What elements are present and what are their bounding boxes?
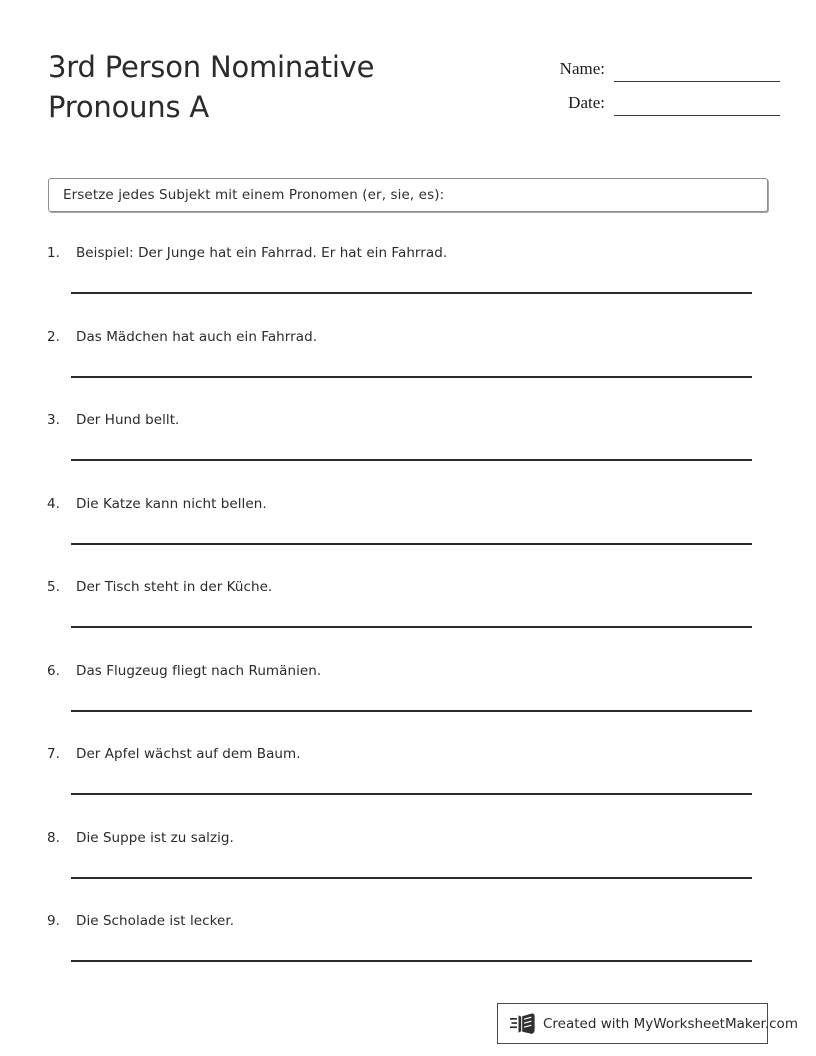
question-number: 2. xyxy=(47,328,60,345)
worksheet-header xyxy=(0,0,816,150)
answer-line[interactable] xyxy=(71,710,752,712)
answer-line[interactable] xyxy=(71,292,752,294)
instruction-text: Ersetze jedes Subjekt mit einem Pronomen (er, sie, es): xyxy=(63,187,445,203)
question-number: 7. xyxy=(47,746,60,762)
answer-line[interactable] xyxy=(71,543,752,545)
question-number: 5. xyxy=(47,579,60,595)
question-text: Das Mädchen hat auch ein Fahrrad. xyxy=(76,328,318,345)
date-label: Date: xyxy=(568,93,605,112)
name-label: Name: xyxy=(559,59,605,78)
answer-line[interactable] xyxy=(71,960,752,962)
question-item xyxy=(0,741,816,825)
instruction-box xyxy=(48,178,768,212)
question-text: Die Katze kann nicht bellen. xyxy=(76,495,267,512)
date-input-line[interactable] xyxy=(614,93,780,116)
question-item xyxy=(0,574,816,658)
question-item xyxy=(0,491,816,575)
student-info-block xyxy=(520,48,780,116)
question-text: Die Scholade ist lecker. xyxy=(76,913,235,929)
question-text: Der Tisch steht in der Küche. xyxy=(76,579,273,595)
name-input-line[interactable] xyxy=(614,59,780,82)
question-item xyxy=(0,407,816,491)
question-text: Der Apfel wächst auf dem Baum. xyxy=(76,746,301,762)
answer-line[interactable] xyxy=(71,459,752,461)
question-text: Das Flugzeug fliegt nach Rumänien. xyxy=(76,662,322,679)
footer-attribution-text: Created with MyWorksheetMaker.com xyxy=(543,1015,798,1032)
question-number: 6. xyxy=(47,662,60,679)
question-number: 3. xyxy=(47,412,60,428)
question-item xyxy=(0,324,816,408)
answer-line[interactable] xyxy=(71,877,752,879)
answer-line[interactable] xyxy=(71,793,752,795)
question-number: 8. xyxy=(47,829,60,846)
question-number: 1. xyxy=(47,245,60,261)
worksheet-maker-logo-icon xyxy=(510,1012,536,1036)
question-number: 9. xyxy=(47,913,60,929)
date-field-row xyxy=(520,82,780,116)
question-number: 4. xyxy=(47,495,60,512)
question-item xyxy=(0,240,816,324)
question-text: Der Hund bellt. xyxy=(76,412,180,428)
footer-attribution-badge[interactable] xyxy=(497,1003,798,1044)
name-field-row xyxy=(520,48,780,82)
question-text: Beispiel: Der Junge hat ein Fahrrad. Er hat ein Fahrrad. xyxy=(76,245,448,261)
question-text: Die Suppe ist zu salzig. xyxy=(76,829,234,846)
answer-line[interactable] xyxy=(71,626,752,628)
answer-line[interactable] xyxy=(71,376,752,378)
question-item xyxy=(0,658,816,742)
question-item xyxy=(0,825,816,909)
page-title: 3rd Person Nominative Pronouns A xyxy=(48,50,375,124)
question-list xyxy=(0,240,816,992)
question-item xyxy=(0,908,816,992)
